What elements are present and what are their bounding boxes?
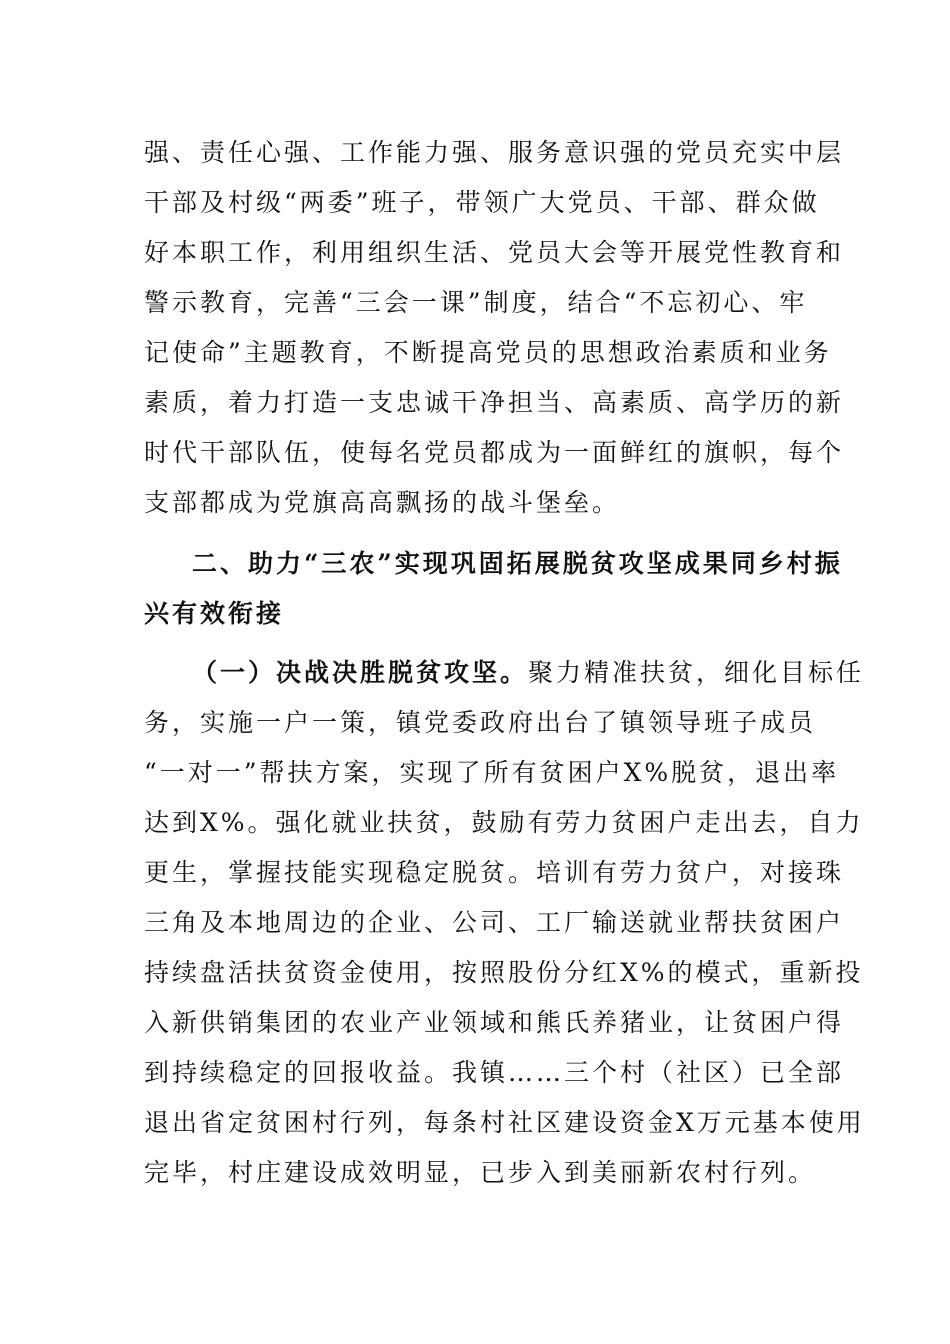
- text-line: 支部都成为党旗高高飘扬的战斗堡垒。: [144, 488, 621, 517]
- text-line: 好本职工作，利用组织生活、党员大会等开展党性教育和: [144, 238, 845, 267]
- text-line: 入新供销集团的农业产业领域和熊氏养猪业，让贫困户得: [144, 1008, 845, 1037]
- text-line: 退出省定贫困村行列，每条村社区建设资金X万元基本使用: [144, 1108, 865, 1137]
- heading-line: 兴有效衔接: [144, 599, 285, 628]
- text-line: 持续盘活扶贫资金使用，按照股份分红X%的模式，重新投: [144, 958, 864, 987]
- text-fragment: 聚力精准扶贫，细化目标任: [528, 658, 865, 687]
- text-line: 更生，掌握技能实现稳定脱贫。培训有劳力贫户，对接珠: [144, 858, 845, 887]
- text-line: 时代干部队伍，使每名党员都成为一面鲜红的旗帜，每个: [144, 438, 845, 467]
- section-heading: [144, 539, 843, 639]
- heading-line: 二、助力“三农”实现巩固拓展脱贫攻坚成果同乡村振: [192, 549, 843, 578]
- paragraph-poverty-alleviation: [144, 648, 865, 1198]
- paragraph-party-building: [144, 128, 845, 528]
- text-line: 达到X%。强化就业扶贫，鼓励有劳力贫困户走出去，自力: [144, 808, 864, 837]
- text-line: 务，实施一户一策，镇党委政府出台了镇领导班子成员: [144, 708, 817, 737]
- text-line: 警示教育，完善“三会一课”制度，结合“不忘初心、牢: [144, 288, 808, 317]
- text-line: 到持续稳定的回报收益。我镇……三个村（社区）已全部: [144, 1058, 845, 1087]
- subsection-title: （一）决战决胜脱贫攻坚。: [192, 658, 529, 687]
- text-line: “一对一”帮扶方案，实现了所有贫困户X%脱贫，退出率: [144, 758, 840, 787]
- text-line: 干部及村级“两委”班子，带领广大党员、干部、群众做: [144, 188, 820, 217]
- text-line: 素质，着力打造一支忠诚干净担当、高素质、高学历的新: [144, 388, 845, 417]
- text-line: 强、责任心强、工作能力强、服务意识强的党员充实中层: [144, 138, 845, 167]
- text-line: 完毕，村庄建设成效明显，已步入到美丽新农村行列。: [144, 1158, 817, 1187]
- text-line: 记使命”主题教育，不断提高党员的思想政治素质和业务: [144, 338, 832, 367]
- text-line: [144, 648, 865, 698]
- text-line: 三角及本地周边的企业、公司、工厂输送就业帮扶贫困户: [144, 908, 845, 937]
